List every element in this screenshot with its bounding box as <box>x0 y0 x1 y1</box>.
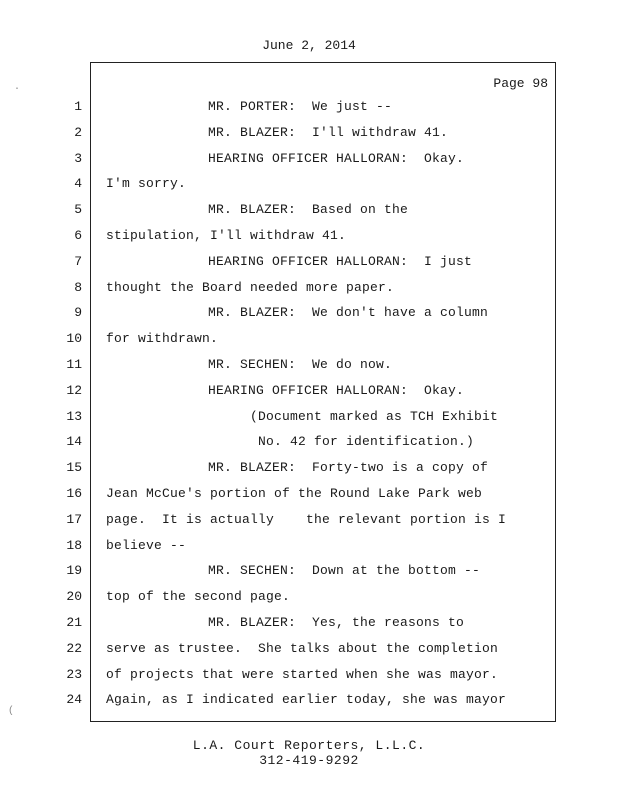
line-number: 10 <box>66 331 82 346</box>
transcript-line-text: MR. SECHEN: Down at the bottom -- <box>208 563 481 578</box>
scan-speck: · <box>14 84 21 95</box>
line-number: 3 <box>74 151 82 166</box>
transcript-line-text: MR. BLAZER: Forty-two is a copy of <box>208 460 489 475</box>
transcript-line-text: serve as trustee. She talks about the completion <box>106 641 499 656</box>
line-number: 2 <box>74 125 82 140</box>
transcript-line-text: Jean McCue's portion of the Round Lake Park web <box>106 486 483 501</box>
transcript-line-text: Again, as I indicated earlier today, she was mayor <box>106 692 507 707</box>
transcript-line-text: (Document marked as TCH Exhibit <box>250 409 499 424</box>
transcript-line-text: No. 42 for identification.) <box>250 434 475 449</box>
line-number: 6 <box>74 228 82 243</box>
transcript-line-text: HEARING OFFICER HALLORAN: Okay. <box>208 383 465 398</box>
transcript-line-text: top of the second page. <box>106 589 291 604</box>
line-number: 12 <box>66 383 82 398</box>
line-number: 1 <box>74 99 82 114</box>
line-number: 17 <box>66 512 82 527</box>
transcript-line-text: I'm sorry. <box>106 176 187 191</box>
transcript-line-text: MR. BLAZER: Yes, the reasons to <box>208 615 465 630</box>
page-number: Page 98 <box>493 76 548 91</box>
transcript-date: June 2, 2014 <box>262 38 356 53</box>
scan-speck: ( <box>8 706 15 717</box>
line-number: 22 <box>66 641 82 656</box>
transcript-line-text: MR. BLAZER: Based on the <box>208 202 409 217</box>
transcript-footer <box>0 738 618 768</box>
line-number: 9 <box>74 305 82 320</box>
transcript-line-text: page. It is actually the relevant portion is I <box>106 512 507 527</box>
transcript-line-text: HEARING OFFICER HALLORAN: Okay. <box>208 151 465 166</box>
line-number: 8 <box>74 280 82 295</box>
transcript-line-text: stipulation, I'll withdraw 41. <box>106 228 347 243</box>
transcript-line-text: HEARING OFFICER HALLORAN: I just <box>208 254 473 269</box>
line-number: 4 <box>74 176 82 191</box>
line-number: 16 <box>66 486 82 501</box>
reporter-phone: 312-419-9292 <box>259 753 359 768</box>
transcript-line-text: thought the Board needed more paper. <box>106 280 395 295</box>
line-number: 15 <box>66 460 82 475</box>
reporter-company: L.A. Court Reporters, L.L.C. <box>192 738 426 753</box>
line-number: 13 <box>66 409 82 424</box>
line-number: 14 <box>66 434 82 449</box>
transcript-line-text: MR. SECHEN: We do now. <box>208 357 393 372</box>
line-number: 19 <box>66 563 82 578</box>
transcript-line-text: for withdrawn. <box>106 331 219 346</box>
line-number: 21 <box>66 615 82 630</box>
line-number: 18 <box>66 538 82 553</box>
line-number: 24 <box>66 692 82 707</box>
transcript-line-text: of projects that were started when she was mayor. <box>106 667 499 682</box>
transcript-line-text: MR. BLAZER: I'll withdraw 41. <box>208 125 449 140</box>
line-number: 23 <box>66 667 82 682</box>
line-number: 5 <box>74 202 82 217</box>
line-number: 20 <box>66 589 82 604</box>
transcript-line-text: MR. PORTER: We just -- <box>208 99 393 114</box>
transcript-line-text: MR. BLAZER: We don't have a column <box>208 305 489 320</box>
line-number: 7 <box>74 254 82 269</box>
line-number: 11 <box>66 357 82 372</box>
transcript-line-text: believe -- <box>106 538 187 553</box>
